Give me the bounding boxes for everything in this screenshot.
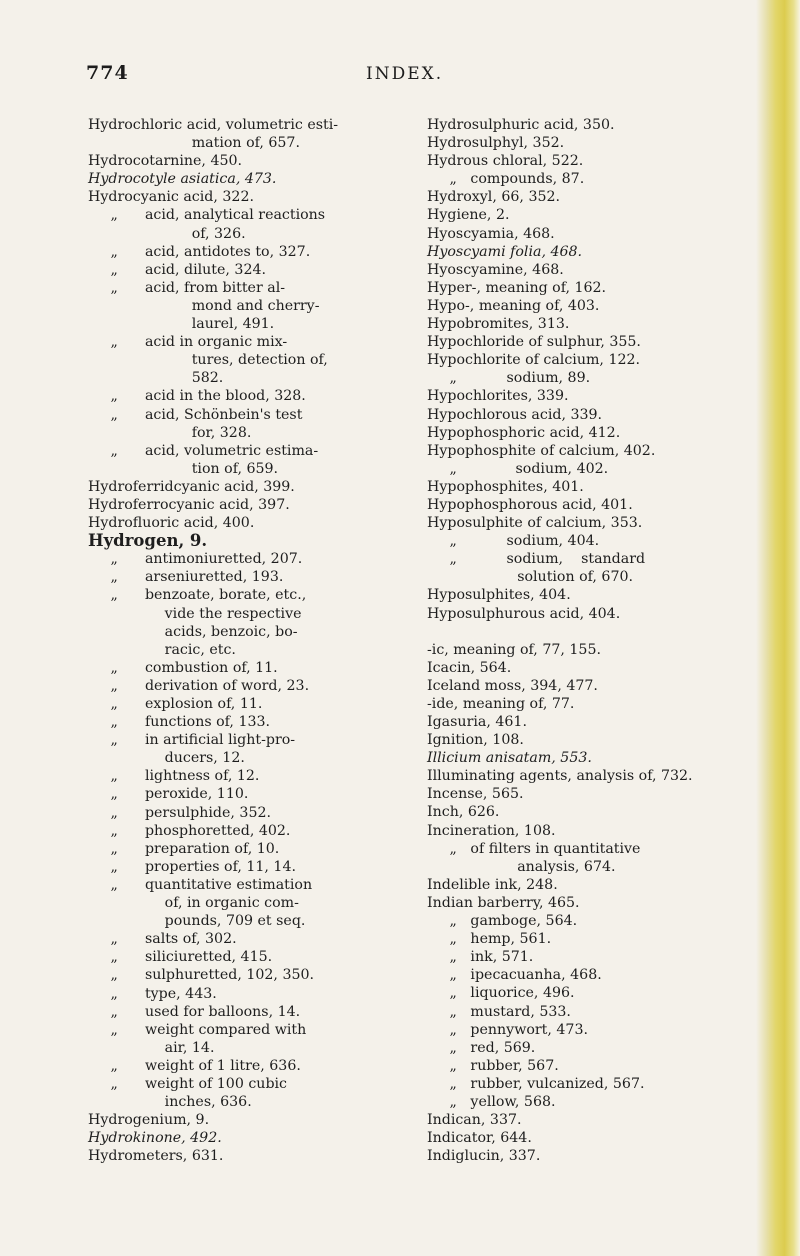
index-entry: Hydrosulphuric acid, 350. <box>427 117 615 133</box>
index-entry: Hyposulphite of calcium, 353. <box>427 515 643 532</box>
index-entry: „ sodium, 89. <box>427 370 591 387</box>
page-number: 774 <box>86 62 129 84</box>
index-entry: „ arseniuretted, 193. <box>88 569 284 586</box>
index-entry: Incense, 565. <box>427 786 524 803</box>
index-entry: Illuminating agents, analysis of, 732. <box>427 768 693 785</box>
index-entry: „ phosphoretted, 402. <box>88 822 291 839</box>
index-entry: Hyposulphites, 404. <box>427 587 571 604</box>
index-entry: -ic, meaning of, 77, 155. <box>427 641 601 658</box>
index-entry: Hydrocotyle asiatica, 473. <box>88 171 277 188</box>
index-entry: Icacin, 564. <box>427 659 512 676</box>
index-entry: for, 328. <box>88 424 252 441</box>
index-entry: „ siliciuretted, 415. <box>88 949 273 966</box>
index-entry: of, in organic com- <box>88 895 299 912</box>
index-entry: Hypochlorous acid, 339. <box>427 406 603 423</box>
index-entry: „ weight of 1 litre, 636. <box>88 1057 301 1074</box>
index-entry: „ rubber, 567. <box>427 1057 559 1074</box>
index-entry: Hyposulphurous acid, 404. <box>427 605 621 622</box>
index-column-left <box>88 116 408 1165</box>
index-entry: „ acid in the blood, 328. <box>88 388 306 405</box>
index-entry: mation of, 657. <box>88 135 300 152</box>
index-entry: „ liquorice, 496. <box>427 985 575 1002</box>
index-entry: „ combustion of, 11. <box>88 659 278 676</box>
index-entry: Hyoscyamia, 468. <box>427 225 555 242</box>
index-entry: „ derivation of word, 23. <box>88 677 310 694</box>
index-entry: solution of, 670. <box>427 569 634 586</box>
index-entry: „ acid, antidotes to, 327. <box>88 243 311 260</box>
index-entry: Hydrocotarnine, 450. <box>88 153 243 170</box>
index-entry: „ type, 443. <box>88 985 217 1002</box>
index-entry: Indiglucin, 337. <box>427 1148 541 1165</box>
index-entry: Indian barberry, 465. <box>427 894 580 911</box>
index-entry: Hydrocyanic acid, 322. <box>88 189 254 206</box>
index-entry: Hydrous chloral, 522. <box>427 153 584 170</box>
index-entry: pounds, 709 et seq. <box>88 913 306 930</box>
index-entry: „ sodium, 404. <box>427 533 600 550</box>
index-entry: „ acid, dilute, 324. <box>88 261 267 278</box>
index-entry: racic, etc. <box>88 641 236 658</box>
index-entry: „ used for balloons, 14. <box>88 1003 301 1020</box>
index-entry: Hydroferrocyanic acid, 397. <box>88 496 290 513</box>
index-entry: „ gamboge, 564. <box>427 913 578 930</box>
index-entry: Ignition, 108. <box>427 732 524 749</box>
index-entry: Incineration, 108. <box>427 822 556 839</box>
index-entry: Hypobromites, 313. <box>427 316 570 333</box>
index-entry: acids, benzoic, bo- <box>88 623 298 640</box>
index-entry: inches, 636. <box>88 1094 252 1111</box>
index-entry: Hygiene, 2. <box>427 207 510 224</box>
index-entry: laurel, 491. <box>88 316 275 333</box>
index-entry: tures, detection of, <box>88 352 328 369</box>
index-column-right <box>427 116 772 1165</box>
index-entry: „ quantitative estimation <box>88 876 313 893</box>
index-entry: „ red, 569. <box>427 1039 536 1056</box>
index-entry: 582. <box>88 370 224 387</box>
index-entry: „ of filters in quantitative <box>427 840 641 857</box>
index-entry: „ in artificial light-pro- <box>88 732 296 749</box>
index-entry: „ acid, Schönbein's test <box>88 406 303 423</box>
index-entry: air, 14. <box>88 1039 215 1056</box>
index-entry: „ properties of, 11, 14. <box>88 858 296 875</box>
index-entry: „ rubber, vulcanized, 567. <box>427 1075 645 1092</box>
index-entry: „ weight of 100 cubic <box>88 1075 288 1092</box>
index-entry: Indicator, 644. <box>427 1130 532 1147</box>
index-entry: Hyoscyami folia, 468. <box>427 243 583 260</box>
index-entry: „ salts of, 302. <box>88 931 237 948</box>
index-entry: of, 326. <box>88 225 246 242</box>
index-entry: „ benzoate, borate, etc., <box>88 587 307 604</box>
index-entry: „ acid, from bitter al- <box>88 279 286 296</box>
index-entry: Hydrogen, 9. <box>88 531 208 551</box>
index-entry: mond and cherry- <box>88 297 320 314</box>
index-entry: „ persulphide, 352. <box>88 804 272 821</box>
index-entry: analysis, 674. <box>427 858 616 875</box>
index-entry: „ sodium, 402. <box>427 460 609 477</box>
index-entry: „ weight compared with <box>88 1021 307 1038</box>
index-entry: Hydroferridcyanic acid, 399. <box>88 478 295 495</box>
index-entry: Hydrogenium, 9. <box>88 1112 210 1129</box>
index-entry: Hydrofluoric acid, 400. <box>88 515 255 532</box>
index-entry: Hypophosphorous acid, 401. <box>427 496 633 513</box>
index-entry: Hypo-, meaning of, 403. <box>427 297 600 314</box>
index-entry: -ide, meaning of, 77. <box>427 695 575 712</box>
index-entry: Illicium anisatam, 553. <box>427 750 592 767</box>
index-entry: Hydrochloric acid, volumetric esti- <box>88 117 339 133</box>
index-entry: „ acid, volumetric estima- <box>88 442 319 459</box>
index-entry: Hyoscyamine, 468. <box>427 261 564 278</box>
index-entry: Hypochlorite of calcium, 122. <box>427 352 641 369</box>
index-entry: Inch, 626. <box>427 804 500 821</box>
index-entry: Iceland moss, 394, 477. <box>427 677 598 694</box>
index-entry: „ preparation of, 10. <box>88 840 280 857</box>
index-entry: Hyper-, meaning of, 162. <box>427 279 607 296</box>
index-entry: Indelible ink, 248. <box>427 876 558 893</box>
index-entry: „ pennywort, 473. <box>427 1021 588 1038</box>
index-entry: Hypochloride of sulphur, 355. <box>427 334 641 351</box>
index-entry: „ peroxide, 110. <box>88 786 249 803</box>
index-entry: „ sulphuretted, 102, 350. <box>88 967 315 984</box>
index-entry: „ yellow, 568. <box>427 1093 556 1110</box>
index-entry: Hydrosulphyl, 352. <box>427 135 565 152</box>
index-entry: „ antimoniuretted, 207. <box>88 551 303 568</box>
index-entry: „ functions of, 133. <box>88 714 271 731</box>
index-entry: vide the respective <box>88 605 302 622</box>
index-entry: „ acid, analytical reactions <box>88 207 326 224</box>
index-entry: Hypochlorites, 339. <box>427 388 569 405</box>
index-entry: Hydroxyl, 66, 352. <box>427 189 561 206</box>
index-entry: „ ipecacuanha, 468. <box>427 967 602 984</box>
section-gap <box>427 623 772 641</box>
index-entry: Hypophosphoric acid, 412. <box>427 424 621 441</box>
index-entry: Indican, 337. <box>427 1112 522 1129</box>
index-entry: Hydrometers, 631. <box>88 1148 224 1165</box>
index-entry: „ ink, 571. <box>427 949 534 966</box>
index-entry: „ mustard, 533. <box>427 1003 571 1020</box>
index-entry: Hypophosphites, 401. <box>427 478 584 495</box>
index-entry: „ compounds, 87. <box>427 171 585 188</box>
index-entry: tion of, 659. <box>88 460 279 477</box>
index-entry: Hypophosphite of calcium, 402. <box>427 442 656 459</box>
index-entry: Hydrokinone, 492. <box>88 1130 222 1147</box>
index-entry: „ explosion of, 11. <box>88 696 263 712</box>
index-entry: „ hemp, 561. <box>427 931 552 948</box>
page-title: INDEX. <box>366 64 444 84</box>
index-entry: Igasuria, 461. <box>427 714 527 730</box>
index-entry: „ lightness of, 12. <box>88 768 260 785</box>
index-entry: ducers, 12. <box>88 750 245 767</box>
index-entry: „ acid in organic mix- <box>88 334 288 351</box>
index-entry: „ sodium, standard <box>427 551 646 568</box>
